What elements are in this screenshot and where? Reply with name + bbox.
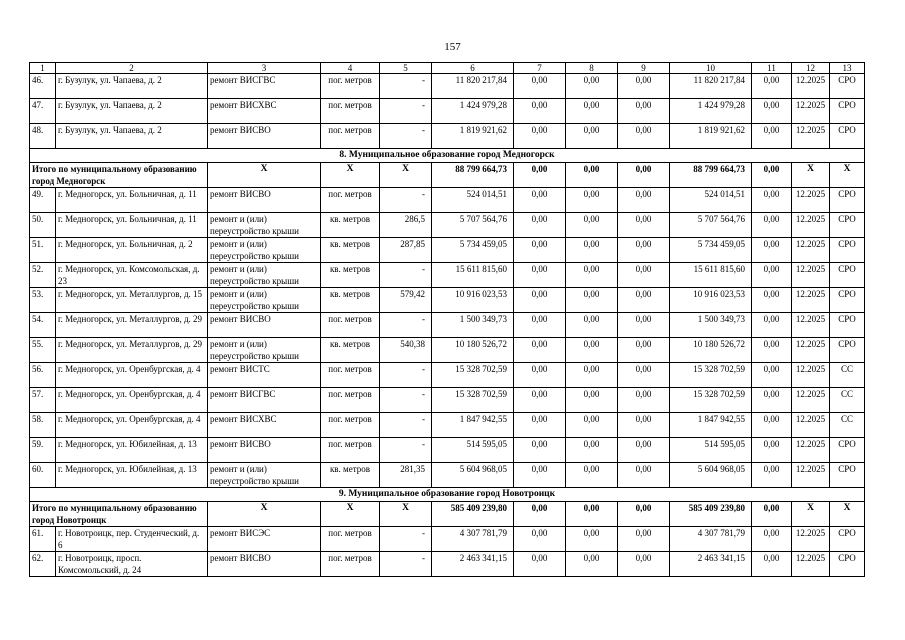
value-cell: 0,00 <box>752 288 792 313</box>
value-cell: 0,00 <box>514 99 566 124</box>
section-heading-row <box>30 149 865 163</box>
area-cell: - <box>380 438 432 463</box>
value-cell: 0,00 <box>752 188 792 213</box>
col-header: 10 <box>670 63 752 74</box>
value-cell: 0,00 <box>618 413 670 438</box>
value-cell: 0,00 <box>566 188 618 213</box>
value-cell: 0,00 <box>566 463 618 488</box>
table-row <box>30 363 865 388</box>
address-cell: г. Бузулук, ул. Чапаева, д. 2 <box>56 74 208 99</box>
total-x-cell: X <box>830 502 865 527</box>
total-value-cell: 0,00 <box>566 163 618 188</box>
address-cell: г. Медногорск, ул. Оренбургская, д. 4 <box>56 413 208 438</box>
method-cell: СРО <box>830 213 865 238</box>
value-cell: 0,00 <box>618 313 670 338</box>
value-cell: 0,00 <box>514 213 566 238</box>
total-value-cell: 0,00 <box>514 163 566 188</box>
work-type-cell: ремонт и (или) переустройство крыши <box>208 338 321 363</box>
value-cell: 0,00 <box>752 313 792 338</box>
table-row <box>30 313 865 338</box>
value-cell: 0,00 <box>752 74 792 99</box>
total-cost-cell: 524 014,51 <box>432 188 514 213</box>
table-row <box>30 238 865 263</box>
unit-cell: кв. метров <box>321 263 380 288</box>
value-cell: 0,00 <box>752 463 792 488</box>
row-number: 50. <box>30 213 56 238</box>
total-fund-cell: 88 799 664,73 <box>670 163 752 188</box>
area-cell: - <box>380 363 432 388</box>
address-cell: г. Медногорск, ул. Металлургов, д. 29 <box>56 313 208 338</box>
unit-cell: пог. метров <box>321 124 380 149</box>
table-row <box>30 552 865 577</box>
unit-cell: кв. метров <box>321 338 380 363</box>
completion-date-cell: 12.2025 <box>792 438 830 463</box>
value-cell: 0,00 <box>566 438 618 463</box>
method-cell: СРО <box>830 74 865 99</box>
area-cell: - <box>380 263 432 288</box>
row-number: 46. <box>30 74 56 99</box>
value-cell: 0,00 <box>566 363 618 388</box>
row-number: 54. <box>30 313 56 338</box>
value-cell: 0,00 <box>618 552 670 577</box>
work-type-cell: ремонт ВИСГВС <box>208 74 321 99</box>
address-cell: г. Бузулук, ул. Чапаева, д. 2 <box>56 124 208 149</box>
method-cell: СРО <box>830 438 865 463</box>
completion-date-cell: 12.2025 <box>792 338 830 363</box>
completion-date-cell: 12.2025 <box>792 363 830 388</box>
work-type-cell: ремонт и (или) переустройство крыши <box>208 288 321 313</box>
fund-cost-cell: 1 847 942,55 <box>670 413 752 438</box>
total-cost-cell: 1 500 349,73 <box>432 313 514 338</box>
table-row <box>30 288 865 313</box>
work-type-cell: ремонт ВИСТС <box>208 363 321 388</box>
value-cell: 0,00 <box>618 527 670 552</box>
area-cell: 540,38 <box>380 338 432 363</box>
value-cell: 0,00 <box>752 527 792 552</box>
row-number: 49. <box>30 188 56 213</box>
row-number: 53. <box>30 288 56 313</box>
value-cell: 0,00 <box>566 74 618 99</box>
area-cell: - <box>380 388 432 413</box>
address-cell: г. Медногорск, ул. Оренбургская, д. 4 <box>56 388 208 413</box>
unit-cell: пог. метров <box>321 363 380 388</box>
total-x-cell: X <box>792 502 830 527</box>
value-cell: 0,00 <box>566 124 618 149</box>
value-cell: 0,00 <box>566 313 618 338</box>
method-cell: СРО <box>830 99 865 124</box>
unit-cell: кв. метров <box>321 463 380 488</box>
area-cell: 579,42 <box>380 288 432 313</box>
value-cell: 0,00 <box>566 288 618 313</box>
completion-date-cell: 12.2025 <box>792 188 830 213</box>
fund-cost-cell: 1 500 349,73 <box>670 313 752 338</box>
col-header: 9 <box>618 63 670 74</box>
col-header: 7 <box>514 63 566 74</box>
address-cell: г. Медногорск, ул. Оренбургская, д. 4 <box>56 363 208 388</box>
area-cell: 281,35 <box>380 463 432 488</box>
value-cell: 0,00 <box>618 124 670 149</box>
address-cell: г. Медногорск, ул. Комсомольская, д. 23 <box>56 263 208 288</box>
unit-cell: пог. метров <box>321 388 380 413</box>
unit-cell: пог. метров <box>321 99 380 124</box>
value-cell: 0,00 <box>752 263 792 288</box>
total-x-cell: X <box>208 163 321 188</box>
fund-cost-cell: 10 916 023,53 <box>670 288 752 313</box>
col-header: 11 <box>752 63 792 74</box>
page-number: 157 <box>444 41 461 53</box>
table-row <box>30 99 865 124</box>
value-cell: 0,00 <box>752 238 792 263</box>
total-cost-cell: 5 707 564,76 <box>432 213 514 238</box>
table-row <box>30 124 865 149</box>
area-cell: - <box>380 124 432 149</box>
col-header: 12 <box>792 63 830 74</box>
completion-date-cell: 12.2025 <box>792 263 830 288</box>
total-cost-cell: 1 424 979,28 <box>432 99 514 124</box>
value-cell: 0,00 <box>514 413 566 438</box>
value-cell: 0,00 <box>566 263 618 288</box>
value-cell: 0,00 <box>514 238 566 263</box>
completion-date-cell: 12.2025 <box>792 213 830 238</box>
method-cell: СРО <box>830 124 865 149</box>
work-type-cell: ремонт ВИСВО <box>208 313 321 338</box>
row-number: 61. <box>30 527 56 552</box>
total-cost-cell: 88 799 664,73 <box>432 163 514 188</box>
method-cell: СРО <box>830 238 865 263</box>
total-cost-cell: 15 328 702,59 <box>432 363 514 388</box>
work-type-cell: ремонт и (или) переустройство крыши <box>208 213 321 238</box>
value-cell: 0,00 <box>514 527 566 552</box>
row-number: 59. <box>30 438 56 463</box>
value-cell: 0,00 <box>566 413 618 438</box>
area-cell: - <box>380 74 432 99</box>
value-cell: 0,00 <box>514 313 566 338</box>
value-cell: 0,00 <box>618 188 670 213</box>
unit-cell: кв. метров <box>321 288 380 313</box>
value-cell: 0,00 <box>566 338 618 363</box>
total-cost-cell: 5 734 459,05 <box>432 238 514 263</box>
method-cell: СС <box>830 413 865 438</box>
method-cell: СРО <box>830 313 865 338</box>
total-cost-cell: 1 819 921,62 <box>432 124 514 149</box>
total-label: Итого по муниципальному образованию город Медногорск <box>30 163 208 188</box>
value-cell: 0,00 <box>618 238 670 263</box>
address-cell: г. Медногорск, ул. Больничная, д. 11 <box>56 213 208 238</box>
unit-cell: кв. метров <box>321 238 380 263</box>
section-heading: 8. Муниципальное образование город Медногорск <box>30 149 865 163</box>
total-cost-cell: 15 611 815,60 <box>432 263 514 288</box>
completion-date-cell: 12.2025 <box>792 99 830 124</box>
section-heading: 9. Муниципальное образование город Новотроицк <box>30 488 865 502</box>
table-row <box>30 527 865 552</box>
row-number: 48. <box>30 124 56 149</box>
value-cell: 0,00 <box>514 552 566 577</box>
address-cell: г. Новотроицк, просп. Комсомольский, д. 24 <box>56 552 208 577</box>
method-cell: СРО <box>830 552 865 577</box>
fund-cost-cell: 514 595,05 <box>670 438 752 463</box>
table-row <box>30 463 865 488</box>
column-number-row <box>30 63 865 74</box>
table-row <box>30 74 865 99</box>
completion-date-cell: 12.2025 <box>792 413 830 438</box>
table-row <box>30 388 865 413</box>
unit-cell: кв. метров <box>321 213 380 238</box>
total-cost-cell: 2 463 341,15 <box>432 552 514 577</box>
total-fund-cell: 585 409 239,80 <box>670 502 752 527</box>
area-cell: - <box>380 188 432 213</box>
work-type-cell: ремонт ВИСВО <box>208 188 321 213</box>
unit-cell: пог. метров <box>321 552 380 577</box>
area-cell: - <box>380 527 432 552</box>
address-cell: г. Медногорск, ул. Больничная, д. 11 <box>56 188 208 213</box>
value-cell: 0,00 <box>514 338 566 363</box>
value-cell: 0,00 <box>618 338 670 363</box>
table-row <box>30 263 865 288</box>
completion-date-cell: 12.2025 <box>792 238 830 263</box>
value-cell: 0,00 <box>752 213 792 238</box>
value-cell: 0,00 <box>514 74 566 99</box>
value-cell: 0,00 <box>514 124 566 149</box>
row-number: 62. <box>30 552 56 577</box>
area-cell: - <box>380 313 432 338</box>
value-cell: 0,00 <box>566 388 618 413</box>
completion-date-cell: 12.2025 <box>792 124 830 149</box>
total-x-cell: X <box>380 163 432 188</box>
fund-cost-cell: 15 328 702,59 <box>670 363 752 388</box>
value-cell: 0,00 <box>618 288 670 313</box>
row-number: 55. <box>30 338 56 363</box>
value-cell: 0,00 <box>752 388 792 413</box>
method-cell: СРО <box>830 338 865 363</box>
row-number: 56. <box>30 363 56 388</box>
col-header: 5 <box>380 63 432 74</box>
municipality-total-row <box>30 163 865 188</box>
work-type-cell: ремонт и (или) переустройство крыши <box>208 463 321 488</box>
value-cell: 0,00 <box>514 363 566 388</box>
unit-cell: пог. метров <box>321 313 380 338</box>
address-cell: г. Медногорск, ул. Юбилейная, д. 13 <box>56 438 208 463</box>
value-cell: 0,00 <box>514 188 566 213</box>
table-body <box>30 63 865 577</box>
fund-cost-cell: 2 463 341,15 <box>670 552 752 577</box>
value-cell: 0,00 <box>752 413 792 438</box>
address-cell: г. Медногорск, ул. Металлургов, д. 15 <box>56 288 208 313</box>
method-cell: СРО <box>830 527 865 552</box>
value-cell: 0,00 <box>618 74 670 99</box>
value-cell: 0,00 <box>618 363 670 388</box>
work-type-cell: ремонт ВИСВО <box>208 552 321 577</box>
col-header: 3 <box>208 63 321 74</box>
col-header: 8 <box>566 63 618 74</box>
total-x-cell: X <box>792 163 830 188</box>
work-type-cell: ремонт и (или) переустройство крыши <box>208 238 321 263</box>
work-type-cell: ремонт ВИСХВС <box>208 413 321 438</box>
municipality-total-row <box>30 502 865 527</box>
row-number: 57. <box>30 388 56 413</box>
area-cell: - <box>380 552 432 577</box>
completion-date-cell: 12.2025 <box>792 463 830 488</box>
row-number: 47. <box>30 99 56 124</box>
fund-cost-cell: 5 604 968,05 <box>670 463 752 488</box>
fund-cost-cell: 15 611 815,60 <box>670 263 752 288</box>
table-row <box>30 188 865 213</box>
table-row <box>30 438 865 463</box>
value-cell: 0,00 <box>618 463 670 488</box>
fund-cost-cell: 1 424 979,28 <box>670 99 752 124</box>
value-cell: 0,00 <box>752 99 792 124</box>
value-cell: 0,00 <box>514 463 566 488</box>
col-header: 1 <box>30 63 56 74</box>
area-cell: - <box>380 99 432 124</box>
total-x-cell: X <box>321 502 380 527</box>
total-cost-cell: 4 307 781,79 <box>432 527 514 552</box>
section-heading-row <box>30 488 865 502</box>
total-cost-cell: 1 847 942,55 <box>432 413 514 438</box>
method-cell: СРО <box>830 288 865 313</box>
value-cell: 0,00 <box>514 263 566 288</box>
fund-cost-cell: 4 307 781,79 <box>670 527 752 552</box>
total-label: Итого по муниципальному образованию город Новотроицк <box>30 502 208 527</box>
value-cell: 0,00 <box>566 99 618 124</box>
table-row <box>30 338 865 363</box>
completion-date-cell: 12.2025 <box>792 288 830 313</box>
col-header: 13 <box>830 63 865 74</box>
work-type-cell: ремонт и (или) переустройство крыши <box>208 263 321 288</box>
method-cell: СС <box>830 363 865 388</box>
value-cell: 0,00 <box>618 263 670 288</box>
unit-cell: пог. метров <box>321 413 380 438</box>
total-value-cell: 0,00 <box>618 163 670 188</box>
area-cell: 287,85 <box>380 238 432 263</box>
total-value-cell: 0,00 <box>514 502 566 527</box>
row-number: 52. <box>30 263 56 288</box>
value-cell: 0,00 <box>566 213 618 238</box>
fund-cost-cell: 10 180 526,72 <box>670 338 752 363</box>
value-cell: 0,00 <box>618 388 670 413</box>
unit-cell: пог. метров <box>321 74 380 99</box>
work-type-cell: ремонт ВИСХВС <box>208 99 321 124</box>
fund-cost-cell: 11 820 217,84 <box>670 74 752 99</box>
address-cell: г. Медногорск, ул. Юбилейная, д. 13 <box>56 463 208 488</box>
value-cell: 0,00 <box>566 527 618 552</box>
value-cell: 0,00 <box>566 238 618 263</box>
total-cost-cell: 514 595,05 <box>432 438 514 463</box>
col-header: 6 <box>432 63 514 74</box>
total-cost-cell: 10 916 023,53 <box>432 288 514 313</box>
row-number: 51. <box>30 238 56 263</box>
total-value-cell: 0,00 <box>618 502 670 527</box>
total-cost-cell: 5 604 968,05 <box>432 463 514 488</box>
value-cell: 0,00 <box>752 552 792 577</box>
value-cell: 0,00 <box>752 124 792 149</box>
work-type-cell: ремонт ВИСВО <box>208 438 321 463</box>
completion-date-cell: 12.2025 <box>792 74 830 99</box>
total-cost-cell: 11 820 217,84 <box>432 74 514 99</box>
total-value-cell: 0,00 <box>752 502 792 527</box>
total-x-cell: X <box>321 163 380 188</box>
completion-date-cell: 12.2025 <box>792 527 830 552</box>
work-type-cell: ремонт ВИСЭС <box>208 527 321 552</box>
value-cell: 0,00 <box>752 338 792 363</box>
col-header: 4 <box>321 63 380 74</box>
value-cell: 0,00 <box>514 388 566 413</box>
work-type-cell: ремонт ВИСГВС <box>208 388 321 413</box>
value-cell: 0,00 <box>566 552 618 577</box>
value-cell: 0,00 <box>618 99 670 124</box>
total-x-cell: X <box>380 502 432 527</box>
value-cell: 0,00 <box>752 363 792 388</box>
area-cell: 286,5 <box>380 213 432 238</box>
total-value-cell: 0,00 <box>752 163 792 188</box>
col-header: 2 <box>56 63 208 74</box>
completion-date-cell: 12.2025 <box>792 313 830 338</box>
total-value-cell: 0,00 <box>566 502 618 527</box>
area-cell: - <box>380 413 432 438</box>
total-cost-cell: 10 180 526,72 <box>432 338 514 363</box>
completion-date-cell: 12.2025 <box>792 388 830 413</box>
total-cost-cell: 585 409 239,80 <box>432 502 514 527</box>
value-cell: 0,00 <box>514 288 566 313</box>
fund-cost-cell: 15 328 702,59 <box>670 388 752 413</box>
method-cell: СРО <box>830 188 865 213</box>
value-cell: 0,00 <box>752 438 792 463</box>
completion-date-cell: 12.2025 <box>792 552 830 577</box>
method-cell: СРО <box>830 263 865 288</box>
total-cost-cell: 15 328 702,59 <box>432 388 514 413</box>
row-number: 60. <box>30 463 56 488</box>
value-cell: 0,00 <box>618 438 670 463</box>
total-x-cell: X <box>208 502 321 527</box>
address-cell: г. Бузулук, ул. Чапаева, д. 2 <box>56 99 208 124</box>
value-cell: 0,00 <box>514 438 566 463</box>
fund-cost-cell: 5 707 564,76 <box>670 213 752 238</box>
unit-cell: пог. метров <box>321 438 380 463</box>
value-cell: 0,00 <box>618 213 670 238</box>
address-cell: г. Медногорск, ул. Больничная, д. 2 <box>56 238 208 263</box>
total-x-cell: X <box>830 163 865 188</box>
fund-cost-cell: 1 819 921,62 <box>670 124 752 149</box>
method-cell: СРО <box>830 463 865 488</box>
unit-cell: пог. метров <box>321 188 380 213</box>
address-cell: г. Новотроицк, пер. Студенческий, д. 6 <box>56 527 208 552</box>
unit-cell: пог. метров <box>321 527 380 552</box>
work-type-cell: ремонт ВИСВО <box>208 124 321 149</box>
capital-repair-table <box>29 62 865 577</box>
method-cell: СС <box>830 388 865 413</box>
fund-cost-cell: 5 734 459,05 <box>670 238 752 263</box>
address-cell: г. Медногорск, ул. Металлургов, д. 29 <box>56 338 208 363</box>
fund-cost-cell: 524 014,51 <box>670 188 752 213</box>
table-row <box>30 213 865 238</box>
table-row <box>30 413 865 438</box>
row-number: 58. <box>30 413 56 438</box>
